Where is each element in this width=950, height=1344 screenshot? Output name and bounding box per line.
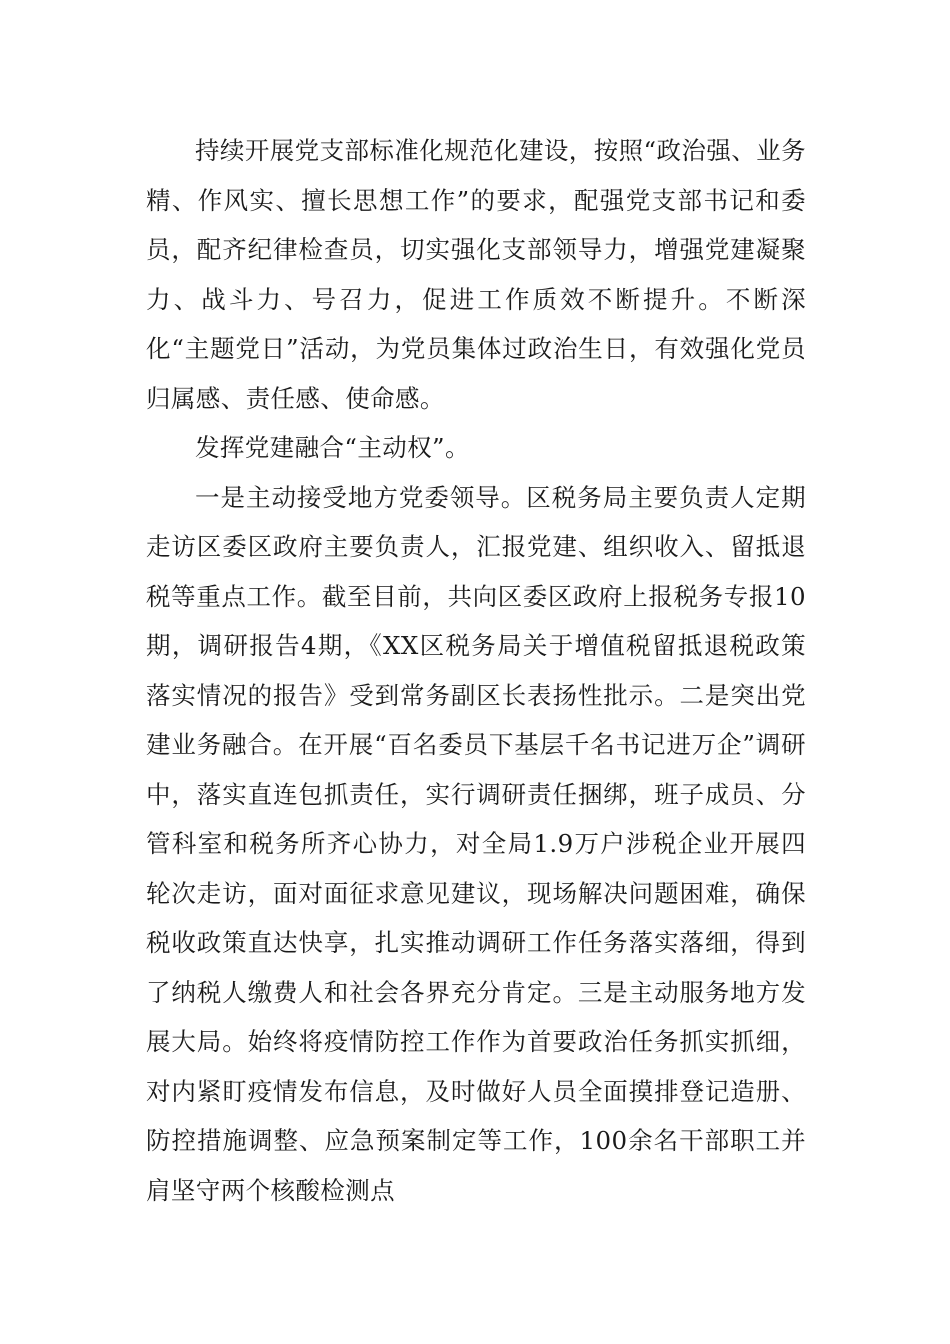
paragraph-party-integration-details: 一是主动接受地方党委领导。区税务局主要负责人定期走访区委区政府主要负责人，汇报党建、组织收入、留抵退税等重点工作。截至目前，共向区委区政府上报税务专报10期，调研报告4期，《XX区税务局关于增值税留抵退税政策落实情况的报告》受到常务副区长表扬性批示。二是突出党建业务融合。在开展“百名委员下基层千名书记进万企”调研中，落实直连包抓责任，实行调研责任捆绑，班子成员、分管科室和税务所齐心协力，对全局1.9万户涉税企业开展四轮次走访，面对面征求意见建议，现场解决问题困难，确保税收政策直达快享，扎实推动调研工作任务落实落细，得到了纳税人缴费人和社会各界充分肯定。三是主动服务地方发展大局。始终将疫情防控工作作为首要政治任务抓实抓细，对内紧盯疫情发布信息，及时做好人员全面摸排登记造册、防控措施调整、应急预案制定等工作，100余名干部职工并肩坚守两个核酸检测点 xyxy=(146,482,806,1205)
paragraph-heading-initiative: 发挥党建融合“主动权”。 xyxy=(195,433,470,462)
paragraph-party-branch-standardization: 持续开展党支部标准化规范化建设，按照“政治强、业务精、作风实、擅长思想工作”的要求，配强党支部书记和委员，配齐纪律检查员，切实强化支部领导力，增强党建凝聚力、战斗力、号召力，促进工作质效不断提升。不断深化“主题党日”活动，为党员集体过政治生日，有效强化党员归属感、责任感、使命感。 xyxy=(146,136,806,413)
document-body xyxy=(146,126,806,1215)
